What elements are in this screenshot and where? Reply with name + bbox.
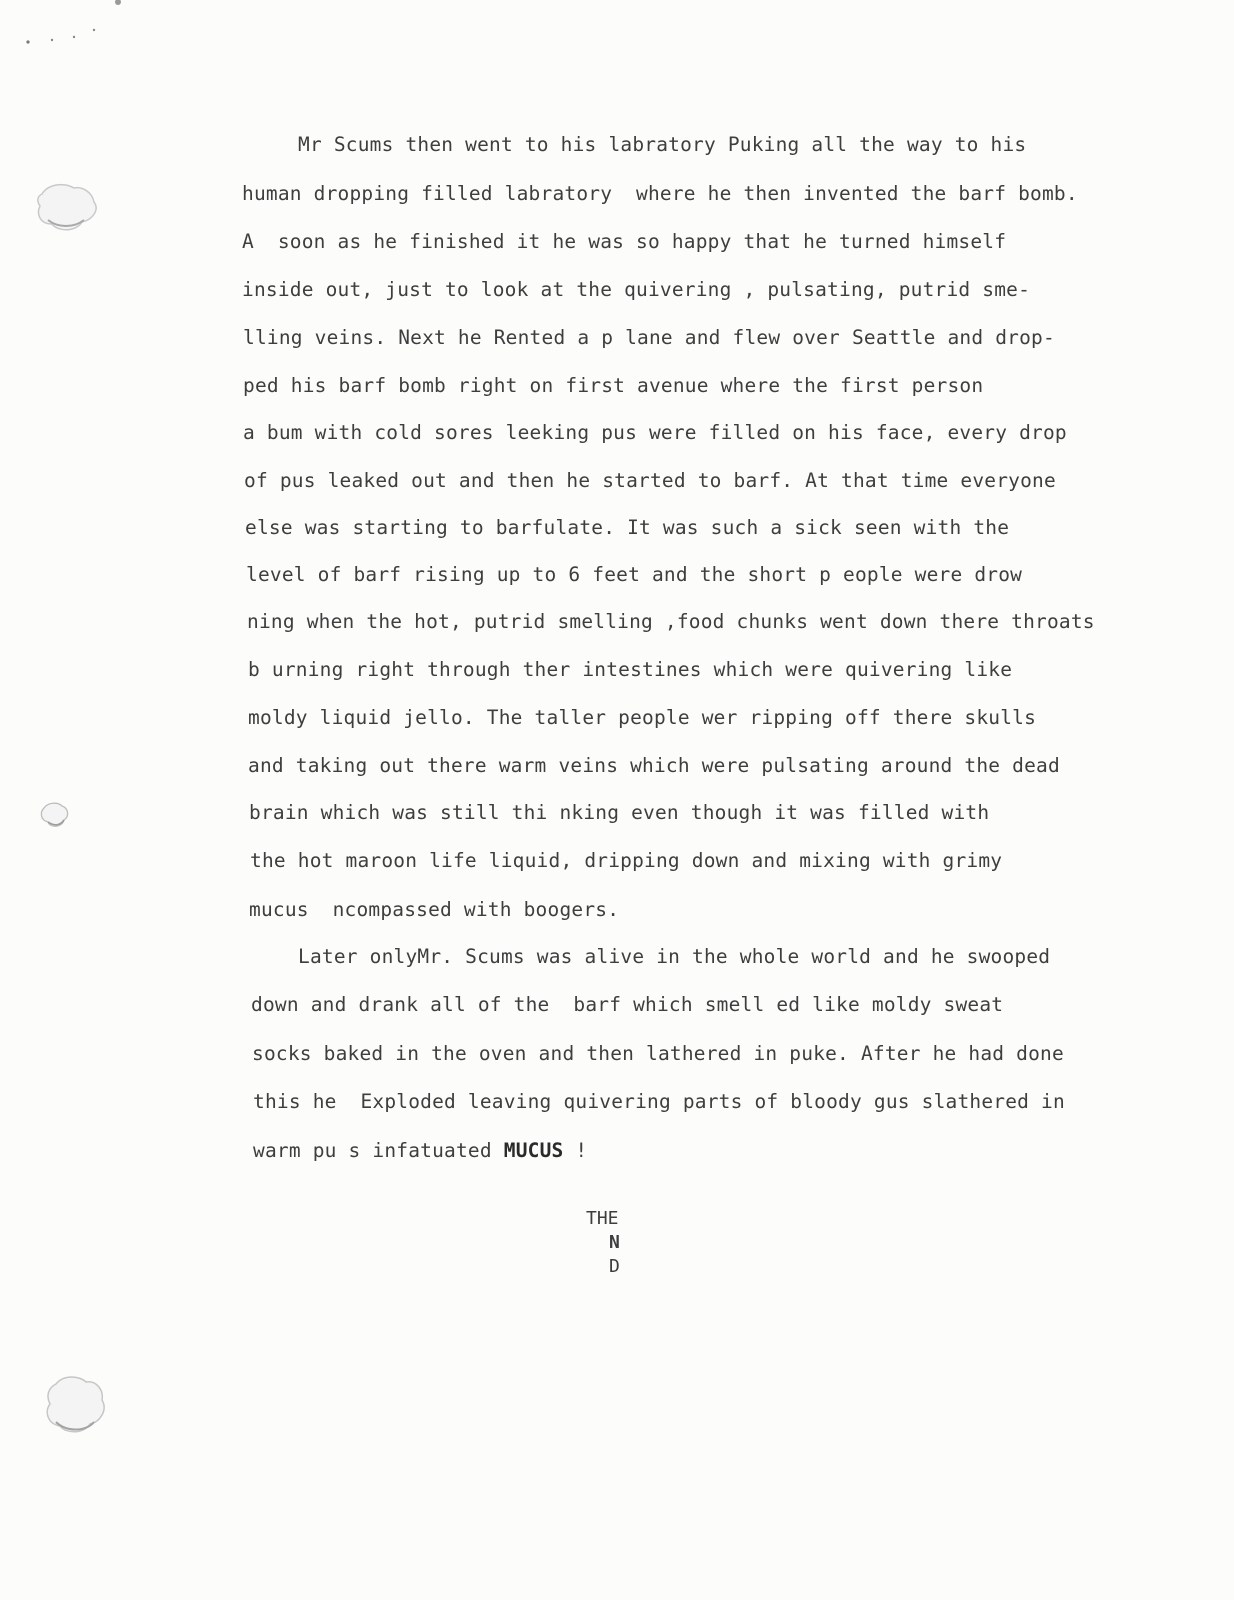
text-line: down and drank all of the barf which smell ed like moldy sweat — [251, 993, 1004, 1016]
text-line: mucus ncompassed with boogers. — [249, 898, 620, 921]
text-line: human dropping filled labratory where he then invented the barf bomb. — [242, 182, 1078, 205]
text-line: inside out, just to look at the quivering , pulsating, putrid sme- — [242, 278, 1031, 301]
text-line: socks baked in the oven and then lathered in puke. After he had done — [252, 1042, 1064, 1065]
text-line: b urning right through ther intestines which were quivering like — [248, 658, 1013, 681]
last-line-prefix: warm pu s infatuated — [253, 1139, 504, 1162]
text-line: and taking out there warm veins which were pulsating around the dead — [248, 754, 1060, 777]
text-line: ning when the hot, putrid smelling ,food chunks went down there throats — [247, 610, 1095, 633]
text-line: this he Exploded leaving quivering parts of bloody gus slathered in — [253, 1090, 1065, 1113]
text-line: ped his barf bomb right on first avenue where the first person — [243, 374, 984, 397]
end-letter-d: D — [609, 1256, 620, 1277]
text-line: moldy liquid jello. The taller people wer ripping off there skulls — [248, 706, 1037, 729]
end-word-the: THE — [586, 1208, 619, 1229]
mucus-bold-word: MUCUS — [503, 1139, 564, 1162]
text-line: Later onlyMr. Scums was alive in the whole world and he swooped — [298, 945, 1051, 968]
text-line: a bum with cold sores leeking pus were filled on his face, every drop — [243, 421, 1067, 444]
text-line: A soon as he finished it he was so happy that he turned himself — [242, 230, 1007, 253]
end-letter-n: N — [609, 1232, 620, 1253]
text-line: of pus leaked out and then he started to barf. At that time everyone — [244, 469, 1056, 492]
text-line: the hot maroon life liquid, dripping down and mixing with grimy — [250, 849, 1003, 872]
text-line: level of barf rising up to 6 feet and the short p eople were drow — [246, 563, 1023, 586]
text-line: brain which was still thi nking even though it was filled with — [249, 801, 990, 824]
text-line: lling veins. Next he Rented a p lane and flew over Seattle and drop- — [243, 326, 1055, 349]
last-line-suffix: ! — [563, 1139, 588, 1162]
text-line-last — [253, 1139, 587, 1163]
text-line: Mr Scums then went to his labratory Puking all the way to his — [298, 133, 1027, 156]
text-line: else was starting to barfulate. It was such a sick seen with the — [245, 516, 1010, 539]
